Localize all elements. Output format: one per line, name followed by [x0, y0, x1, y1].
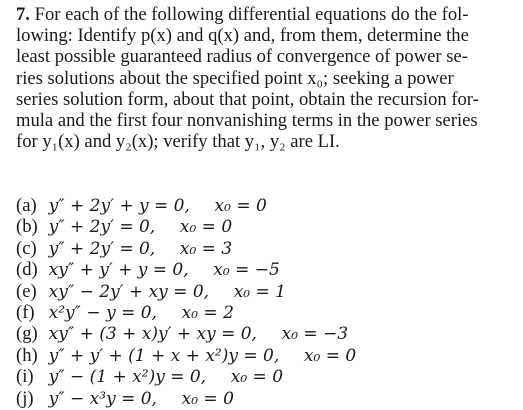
item-label: (h) [16, 344, 38, 366]
item-equation: y″ − x³y = 0, [48, 388, 157, 409]
item-label: (j) [16, 387, 34, 409]
item-point: x₀ = 1 [233, 281, 286, 302]
item-equation: x²y″ − y = 0, [48, 302, 157, 323]
item-label: (b) [16, 216, 38, 238]
item-label: (c) [16, 237, 37, 259]
problem-line: for y₁(x) and y₂(x); verify that y₁, y₂ are LI. [16, 131, 340, 153]
exercise-item [16, 366, 516, 387]
item-point: x₀ = 0 [214, 196, 267, 216]
problem-line: ries solutions about the specified point x₀; seeking a power [16, 67, 454, 89]
item-equation: y″ + y′ + (1 + x + x²)y = 0, [48, 345, 280, 366]
item-point: x₀ = −3 [281, 324, 349, 345]
item-point: x₀ = −5 [213, 260, 280, 281]
item-point: x₀ = 0 [181, 388, 234, 409]
problem-line: least possible guaranteed radius of convergence of power se- [16, 46, 468, 68]
item-equation: xy″ − 2y′ + xy = 0, [48, 281, 210, 302]
problem-line: series solution form, about that point, obtain the recursion for- [16, 88, 479, 110]
exercise-item [16, 302, 516, 323]
problem-statement [16, 4, 508, 152]
item-equation: y″ + 2y′ + y = 0, [48, 196, 190, 216]
item-point: x₀ = 0 [303, 345, 357, 366]
item-point: x₀ = 3 [179, 238, 233, 259]
item-label: (g) [16, 323, 38, 345]
exercise-item [16, 238, 516, 259]
exercise-item [16, 323, 516, 344]
exercise-item [16, 388, 516, 409]
item-point: x₀ = 2 [181, 302, 234, 323]
item-label: (a) [16, 195, 37, 216]
exercise-item [16, 345, 516, 366]
exercise-item [16, 259, 516, 280]
item-equation: y″ − (1 + x²)y = 0, [48, 367, 207, 388]
exercise-item [16, 281, 516, 302]
item-point: x₀ = 0 [179, 217, 233, 238]
item-equation: y″ + 2y′ = 0, [48, 238, 156, 259]
item-point: x₀ = 0 [230, 367, 284, 388]
exercise-item [16, 195, 516, 216]
item-label: (e) [16, 280, 37, 302]
problem-line: lowing: Identify p(x) and q(x) and, from them, determine the [16, 25, 469, 47]
problem-text: For each of the following differential equations do the fol- [34, 4, 469, 25]
problem-line: mula and the first four nonvanishing terms in the power series [16, 109, 478, 131]
item-equation: xy″ + y′ + y = 0, [48, 260, 189, 281]
exercise-item [16, 216, 516, 237]
item-equation: xy″ + (3 + x)y′ + xy = 0, [48, 324, 257, 345]
item-equation: y″ + 2y′ = 0, [48, 217, 156, 238]
problem-number: 7. [16, 4, 30, 25]
item-label: (i) [16, 366, 34, 388]
item-label: (f) [16, 301, 35, 323]
exercise-list [16, 195, 516, 409]
problem-line [16, 4, 508, 25]
item-label: (d) [16, 259, 38, 281]
